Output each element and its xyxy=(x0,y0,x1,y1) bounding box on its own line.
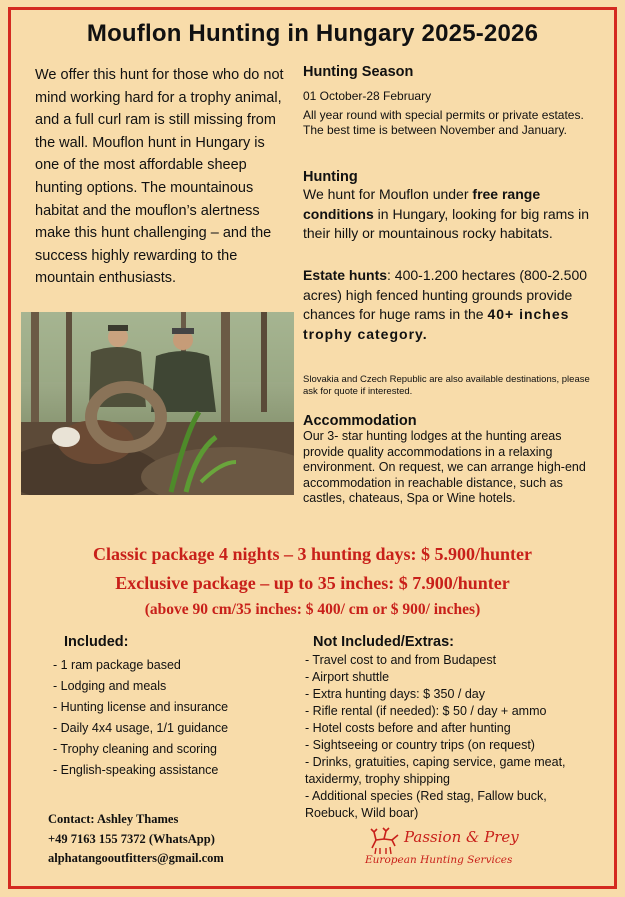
passion-and-prey-logo xyxy=(360,826,520,874)
contact-phone[interactable]: +49 7163 155 7372 (WhatsApp) xyxy=(48,831,215,846)
hunting-season-text: All year round with special permits or private estates. The best time is between November and January. xyxy=(303,107,584,137)
estate-hunts-section xyxy=(303,266,593,344)
hunting-heading: Hunting xyxy=(303,169,358,185)
not-included-item: - Additional species (Red stag, Fallow buck, Roebuck, Wild boar) xyxy=(305,789,547,820)
logo-tagline: European Hunting Services xyxy=(365,854,513,866)
not-included-item: - Travel cost to and from Budapest xyxy=(305,653,497,667)
accommodation-text: Our 3- star hunting lodges at the hunting areas provide quality accommodations in a relaxing environment. On request, we can arrange high-end accommodation in reachable distance, such as castles, chateaus, Spa or Wine hotels. xyxy=(303,429,586,505)
hunters-with-mouflon-photo xyxy=(21,312,294,495)
contact-name: Contact: Ashley Thames xyxy=(48,812,179,826)
included-item: - English-speaking assistance xyxy=(53,763,219,777)
deer-icon xyxy=(364,826,404,856)
accommodation-heading: Accommodation xyxy=(303,413,417,429)
hunting-text-b: in Hungary, looking for big rams in their hilly or mountainous rocky habitats. xyxy=(303,205,590,241)
destinations-note-section xyxy=(303,374,593,398)
estate-hunts-body: : 400-1.200 hectares (800-2.500 acres) high fenced hunting grounds provide chances for huge rams in the xyxy=(303,267,588,322)
included-item: - Daily 4x4 usage, 1/1 guidance xyxy=(53,721,229,735)
hunting-season-dates: 01 October-28 February xyxy=(303,89,432,103)
hunting-text-a: We hunt for Mouflon under xyxy=(303,186,473,202)
photo-illustration xyxy=(21,312,294,495)
not-included-item: - Hotel costs before and after hunting xyxy=(305,721,511,735)
hunting-season-heading: Hunting Season xyxy=(303,64,414,80)
not-included-item: - Extra hunting days: $ 350 / day xyxy=(305,687,485,701)
exclusive-package-price: Exclusive package – up to 35 inches: $ 7.900/hunter xyxy=(115,573,510,593)
not-included-item: - Drinks, gratuities, caping service, game meat, taxidermy, trophy shipping xyxy=(305,755,566,786)
intro-paragraph: We offer this hunt for those who do not mind working hard for a trophy animal, and a full curl ram is still missing from the wall. Mouflon hunt in Hungary is one of the most affordable sheep hunting options. The mountainous habitat and the mouflon’s alertness make this hunt challenging – and the success highly rewarding to the mountain enthusiasts. xyxy=(35,67,284,287)
estate-hunts-text xyxy=(303,266,593,344)
hunting-text-bold: free range conditions xyxy=(303,186,541,222)
not-included-heading: Not Included/Extras: xyxy=(313,634,454,650)
contact-email[interactable]: alphatangooutfitters@gmail.com xyxy=(48,851,224,865)
not-included-item: - Airport shuttle xyxy=(305,670,390,684)
not-included-item: - Sightseeing or country trips (on request) xyxy=(305,738,535,752)
hunting-text xyxy=(303,185,593,244)
estate-hunts-label: Estate hunts xyxy=(303,267,388,283)
contact-block xyxy=(48,810,224,869)
estate-hunts-trophy-category: 40+ inches trophy category. xyxy=(303,306,570,342)
not-included-item: - Rifle rental (if needed): $ 50 / day + ammo xyxy=(305,704,547,718)
not-included-list xyxy=(305,652,590,822)
included-item: - Hunting license and insurance xyxy=(53,700,229,714)
extra-trophy-price: (above 90 cm/35 inches: $ 400/ cm or $ 900/ inches) xyxy=(144,601,481,618)
included-item: - Trophy cleaning and scoring xyxy=(53,742,217,756)
hunting-section xyxy=(303,169,593,244)
included-item: - Lodging and meals xyxy=(53,679,167,693)
included-heading: Included: xyxy=(64,634,129,650)
included-list xyxy=(53,655,228,781)
logo-name: Passion & Prey xyxy=(404,828,519,846)
destinations-note: Slovakia and Czech Republic are also available destinations, please ask for quote if interested. xyxy=(303,374,590,397)
page-title: Mouflon Hunting in Hungary 2025-2026 xyxy=(86,20,539,47)
accommodation-section xyxy=(303,413,593,507)
hunting-season-section xyxy=(303,64,593,139)
classic-package-price: Classic package 4 nights – 3 hunting days: $ 5.900/hunter xyxy=(92,544,533,564)
included-item: - 1 ram package based xyxy=(53,658,181,672)
